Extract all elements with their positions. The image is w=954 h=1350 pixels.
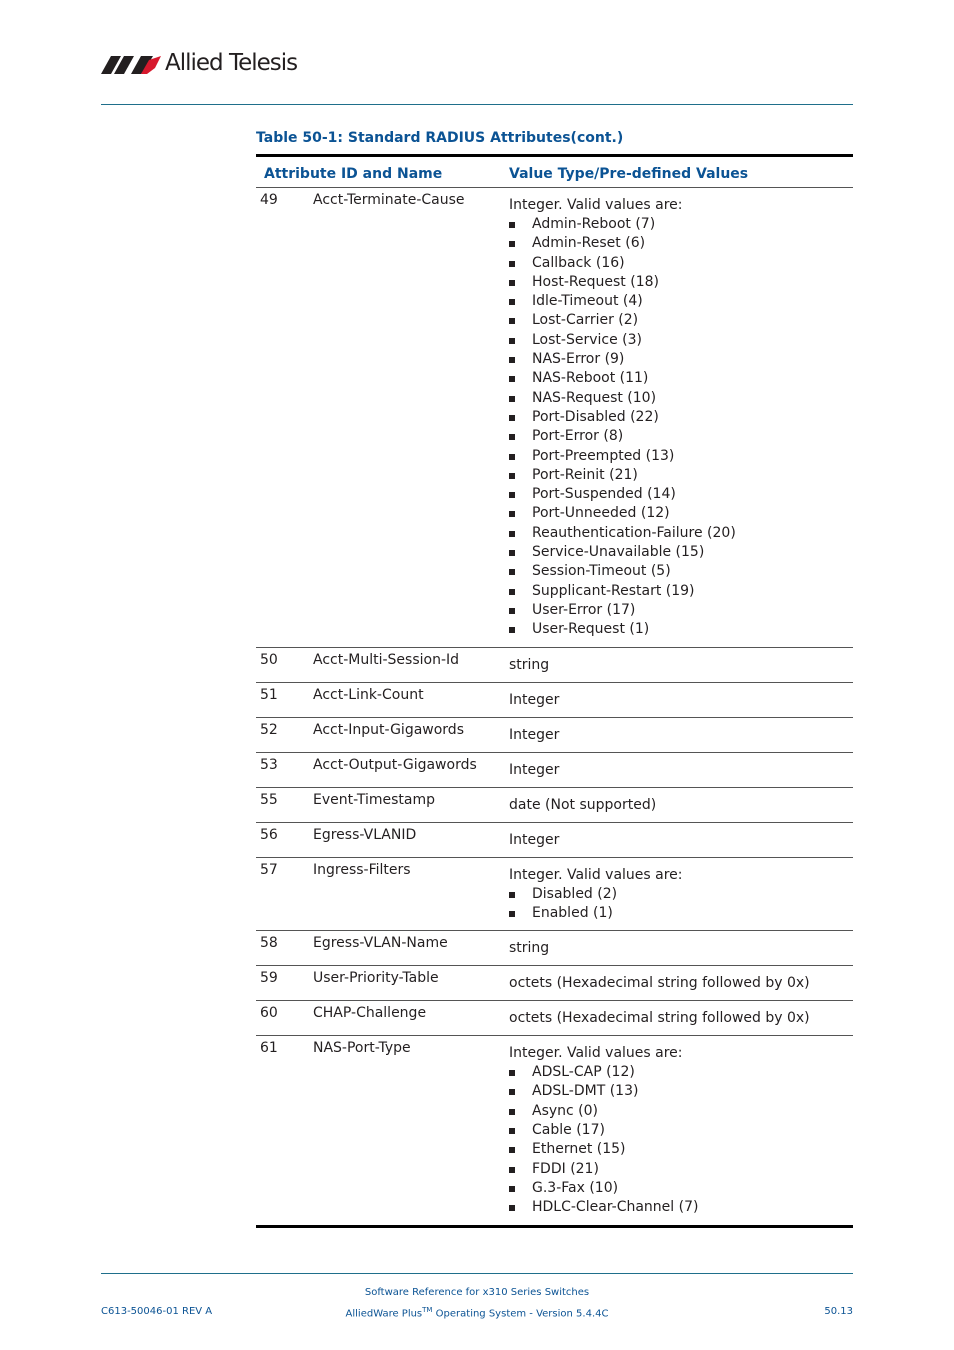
attribute-value-cell (503, 1001, 853, 1036)
attribute-name: Egress-VLAN-Name (312, 931, 503, 966)
table-row (256, 822, 853, 857)
attribute-value-cell (503, 966, 853, 1001)
attribute-id: 61 (260, 1040, 278, 1057)
header-divider (101, 104, 853, 105)
attribute-name: Acct-Multi-Session-Id (312, 647, 503, 682)
list-item: Port-Reinit (21) (509, 466, 853, 485)
list-item: Reauthentication-Failure (20) (509, 524, 853, 543)
table-row (256, 1001, 853, 1036)
list-item: Idle-Timeout (4) (509, 292, 853, 311)
attribute-value: Integer (509, 761, 560, 778)
list-item: Enabled (1) (509, 904, 853, 923)
table-row (256, 1036, 853, 1226)
table-row (256, 787, 853, 822)
radius-attributes-table (256, 154, 853, 1228)
list-item: Lost-Carrier (2) (509, 311, 853, 330)
list-item: Port-Unneeded (12) (509, 504, 853, 523)
list-item: Cable (17) (509, 1121, 853, 1140)
footer-product: AlliedWare Plus (345, 1308, 423, 1320)
list-item: NAS-Request (10) (509, 389, 853, 408)
footer-doc-id: C613-50046-01 REV A (101, 1306, 213, 1317)
attribute-value: Integer (509, 726, 560, 743)
valid-values-list (509, 885, 853, 924)
attribute-id: 55 (256, 787, 312, 822)
valid-values-list (509, 1063, 853, 1217)
attribute-value-cell (503, 717, 853, 752)
attribute-id: 57 (256, 857, 312, 931)
table-caption: Table 50-1: Standard RADIUS Attributes(cont.) (256, 130, 624, 146)
attribute-name: User-Priority-Table (312, 966, 503, 1001)
attribute-value-cell (503, 787, 853, 822)
attribute-value: Integer. Valid values are: (509, 197, 683, 213)
attribute-value: octets (Hexadecimal string followed by 0x) (509, 1010, 810, 1027)
attribute-value-cell (503, 682, 853, 717)
footer-title-line2 (0, 1306, 954, 1319)
attribute-value: Integer (509, 691, 560, 708)
list-item: NAS-Reboot (11) (509, 369, 853, 388)
attribute-id: 52 (256, 717, 312, 752)
list-item: User-Error (17) (509, 601, 853, 620)
attribute-name: Acct-Link-Count (312, 682, 503, 717)
table-row (256, 752, 853, 787)
footer-divider (101, 1273, 853, 1274)
attribute-name: Acct-Output-Gigawords (312, 752, 503, 787)
table-row (256, 857, 853, 931)
column-header-value: Value Type/Pre-defined Values (503, 156, 853, 188)
attribute-name: Acct-Terminate-Cause (312, 188, 503, 648)
attribute-id: 58 (256, 931, 312, 966)
list-item: Admin-Reboot (7) (509, 215, 853, 234)
attribute-value-cell (503, 857, 853, 931)
allied-telesis-logo (101, 52, 301, 80)
attribute-name: Acct-Input-Gigawords (312, 717, 503, 752)
table-row (256, 966, 853, 1001)
attribute-id: 51 (256, 682, 312, 717)
table-body (256, 188, 853, 1227)
attribute-value: Integer (509, 831, 560, 848)
list-item: FDDI (21) (509, 1160, 853, 1179)
logo-text: Allied Telesis (165, 50, 298, 76)
list-item: Lost-Service (3) (509, 331, 853, 350)
table-row (256, 188, 853, 648)
attribute-name: NAS-Port-Type (313, 1040, 411, 1057)
attribute-id: 53 (256, 752, 312, 787)
attribute-id: 60 (256, 1001, 312, 1036)
list-item: Port-Suspended (14) (509, 485, 853, 504)
attribute-value: string (509, 940, 550, 957)
logo-mark-icon (101, 54, 163, 76)
list-item: NAS-Error (9) (509, 350, 853, 369)
footer-version: Operating System - Version 5.4.4C (432, 1308, 609, 1320)
list-item: Port-Disabled (22) (509, 408, 853, 427)
list-item: Callback (16) (509, 254, 853, 273)
footer-title-line1: Software Reference for x310 Series Switches (364, 1287, 590, 1298)
attribute-value-cell (503, 647, 853, 682)
list-item: Disabled (2) (509, 885, 853, 904)
list-item: Ethernet (15) (509, 1140, 853, 1159)
attribute-id: 49 (256, 188, 312, 648)
list-item: Port-Preempted (13) (509, 447, 853, 466)
attribute-name: Event-Timestamp (312, 787, 503, 822)
attribute-value-cell (503, 1036, 853, 1226)
attribute-name: Egress-VLANID (312, 822, 503, 857)
list-item: HDLC-Clear-Channel (7) (509, 1198, 853, 1217)
attribute-id: 59 (256, 966, 312, 1001)
list-item: Port-Error (8) (509, 427, 853, 446)
list-item: G.3-Fax (10) (509, 1179, 853, 1198)
list-item: Session-Timeout (5) (509, 562, 853, 581)
table-row (256, 682, 853, 717)
list-item: Async (0) (509, 1102, 853, 1121)
attribute-value-cell (503, 931, 853, 966)
list-item: Service-Unavailable (15) (509, 543, 853, 562)
attribute-name: Ingress-Filters (312, 857, 503, 931)
attribute-value: octets (Hexadecimal string followed by 0x) (509, 975, 810, 992)
table-header-row (256, 156, 853, 188)
attribute-id: 50 (256, 647, 312, 682)
attribute-name: CHAP-Challenge (312, 1001, 503, 1036)
table-row (256, 647, 853, 682)
attribute-value: Integer. Valid values are: (509, 1045, 683, 1062)
valid-values-list (509, 215, 853, 640)
list-item: ADSL-CAP (12) (509, 1063, 853, 1082)
table-row (256, 717, 853, 752)
list-item: User-Request (1) (509, 620, 853, 639)
table-row (256, 931, 853, 966)
list-item: Admin-Reset (6) (509, 234, 853, 253)
footer-trademark: TM (422, 1306, 433, 1314)
list-item: ADSL-DMT (13) (509, 1082, 853, 1101)
column-header-attribute: Attribute ID and Name (256, 156, 503, 188)
attribute-value: date (Not supported) (509, 796, 657, 813)
attribute-value-cell (503, 752, 853, 787)
attribute-value-cell (503, 822, 853, 857)
list-item: Host-Request (18) (509, 273, 853, 292)
list-item: Supplicant-Restart (19) (509, 582, 853, 601)
footer-page-number: 50.13 (824, 1306, 853, 1317)
attribute-id: 56 (256, 822, 312, 857)
attribute-value-cell (503, 188, 853, 648)
attribute-value: string (509, 656, 550, 673)
attribute-value: Integer. Valid values are: (509, 866, 683, 883)
